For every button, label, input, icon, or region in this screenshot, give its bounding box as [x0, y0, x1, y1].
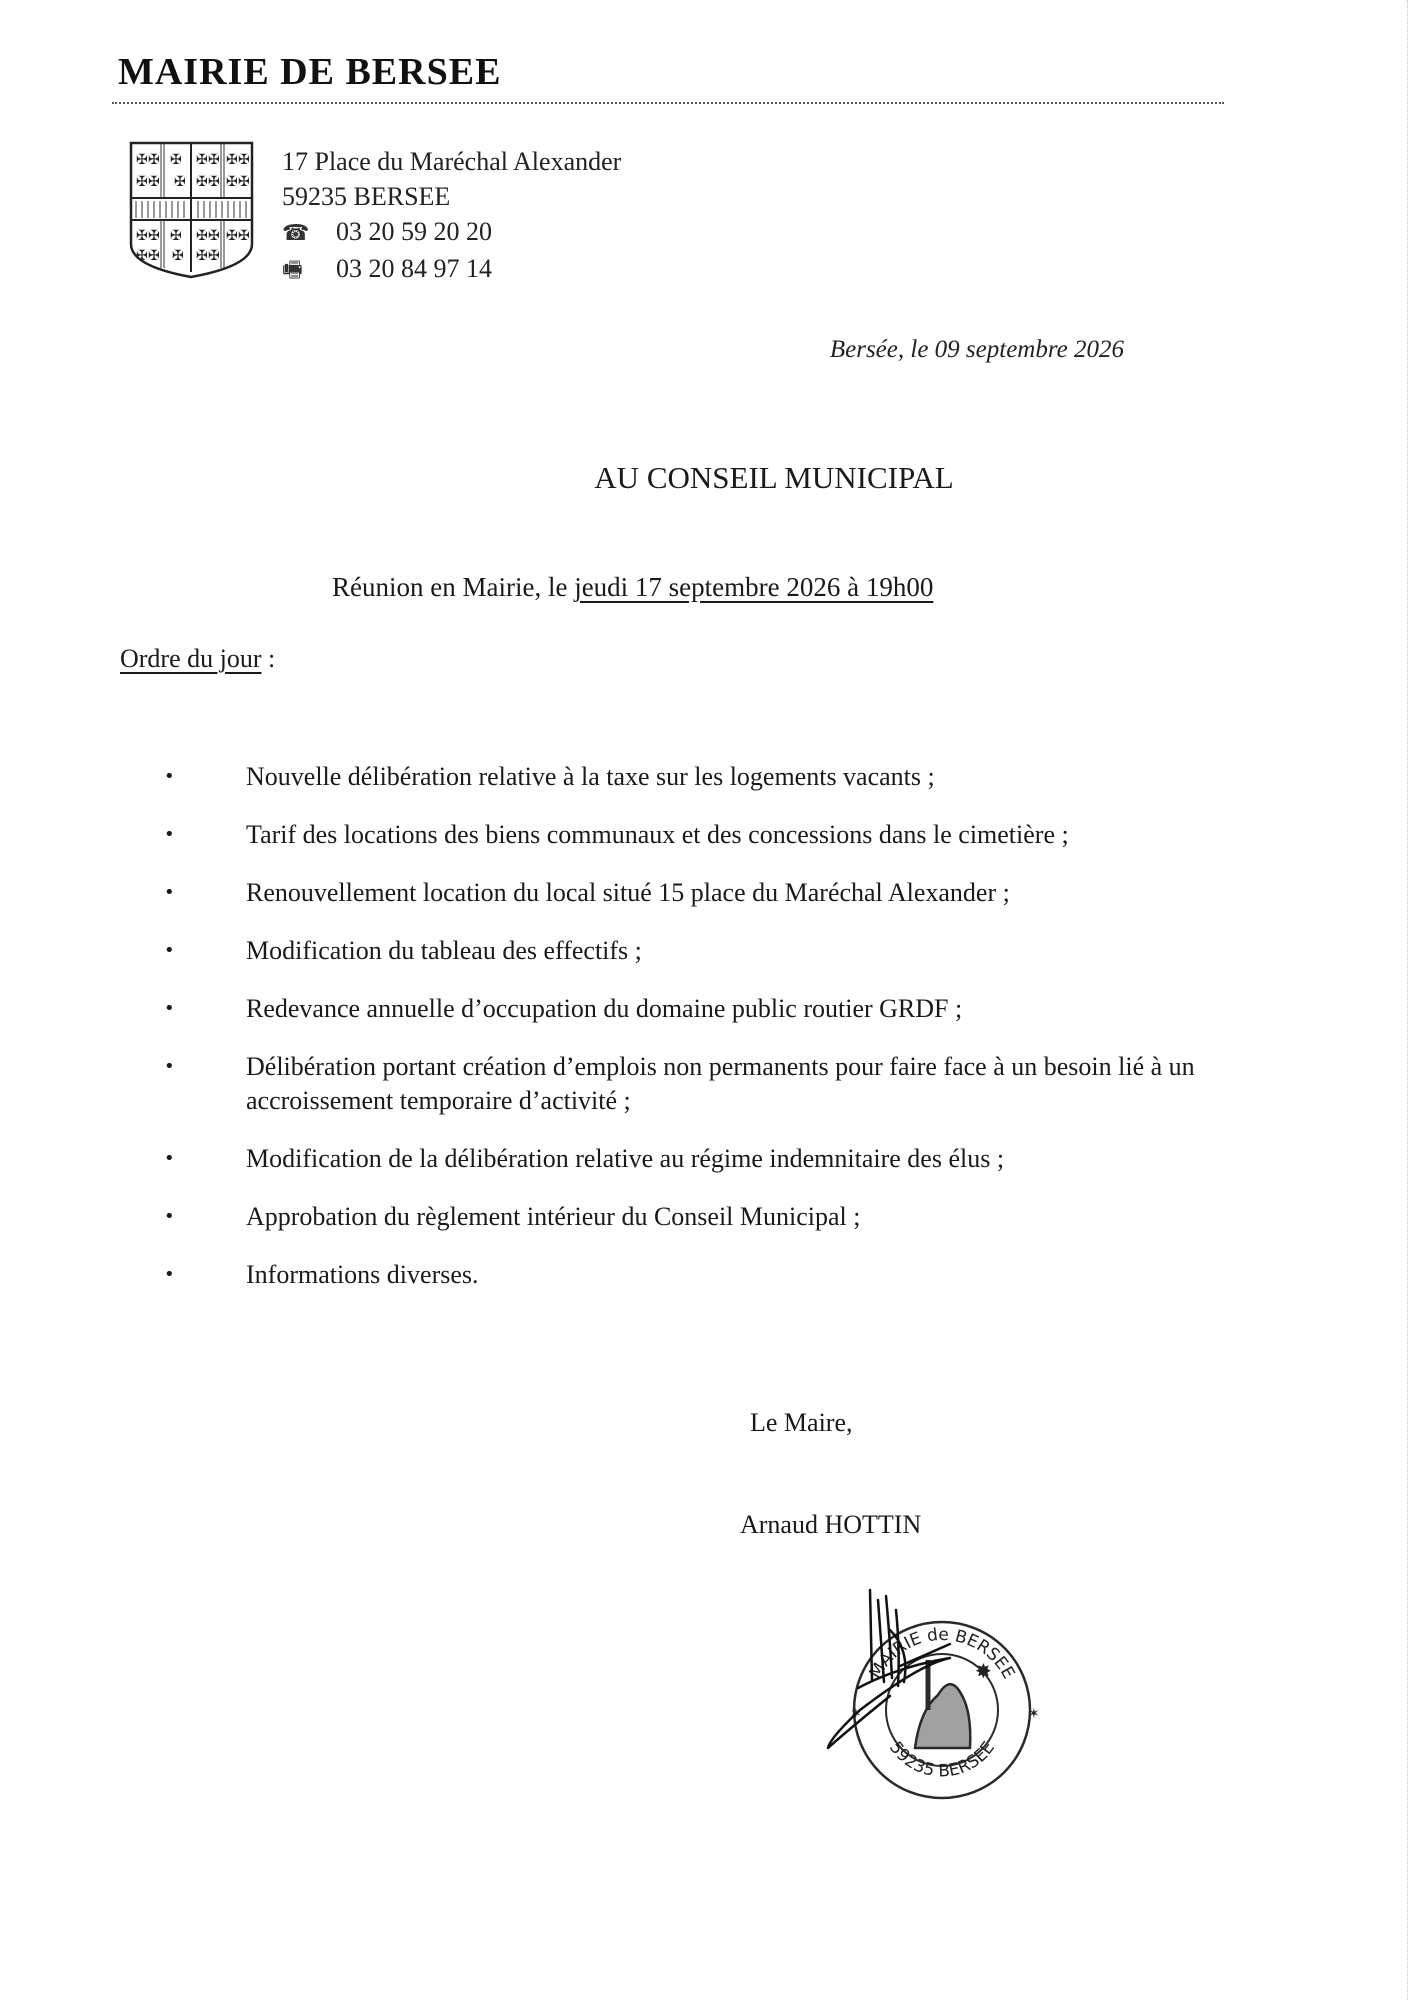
agenda-item-text: Modification du tableau des effectifs ;: [246, 936, 642, 965]
svg-text:✠: ✠: [170, 228, 182, 244]
mayor-name: Arnaud HOTTIN: [740, 1510, 922, 1539]
bullet-icon: •: [164, 824, 175, 845]
bullet-icon: •: [164, 998, 175, 1019]
agenda-item-text: Nouvelle délibération relative à la taxe sur les logements vacants ;: [246, 762, 935, 791]
agenda-heading: [120, 644, 275, 674]
agenda-item-text: Informations diverses.: [246, 1260, 479, 1289]
svg-text:✠: ✠: [174, 174, 186, 190]
header-divider: [112, 102, 1224, 104]
fax-icon: 🖷: [282, 258, 303, 283]
recipient-text: AU CONSEIL MUNICIPAL: [594, 460, 954, 495]
agenda-item: [158, 1258, 1218, 1292]
svg-text:✠: ✠: [170, 152, 182, 168]
svg-text:✠: ✠: [148, 248, 160, 264]
svg-text:✠: ✠: [148, 152, 160, 168]
scan-edge-line: [1407, 0, 1408, 2000]
agenda-heading-colon: :: [261, 644, 276, 673]
phone-number: 03 20 59 20 20: [336, 217, 492, 246]
svg-text:✠: ✠: [148, 174, 160, 190]
coat-of-arms-icon: [128, 140, 255, 280]
agenda-item: [158, 876, 1218, 910]
stamp-top-text: MAIRIE de BERSEE: [865, 1624, 1019, 1683]
address-block: [282, 144, 621, 288]
svg-text:✠: ✠: [196, 248, 208, 264]
agenda-item: [158, 1142, 1218, 1176]
svg-text:✠: ✠: [148, 228, 160, 244]
bullet-icon: •: [164, 882, 175, 903]
agenda-item: [158, 934, 1218, 968]
bullet-icon: •: [164, 1148, 175, 1169]
svg-text:✠: ✠: [136, 248, 148, 264]
svg-text:✠: ✠: [172, 248, 184, 264]
agenda-item-text: Approbation du règlement intérieur du Conseil Municipal ;: [246, 1202, 861, 1231]
svg-text:✠: ✠: [238, 174, 250, 190]
bullet-icon: •: [164, 1056, 175, 1077]
telephone-icon: ☎: [282, 221, 310, 246]
phone-line: [282, 214, 621, 251]
svg-text:✶: ✶: [850, 1706, 862, 1722]
agenda-list: [158, 760, 1218, 1316]
meeting-datetime: jeudi 17 septembre 2026 à 19h00: [574, 572, 934, 602]
stamp-bottom-text: 59235 BERSEE: [885, 1738, 999, 1782]
svg-text:✠: ✠: [136, 228, 148, 244]
agenda-item-text: Délibération portant création d’emplois non permanents pour faire face à un besoin lié à un accroissement temporaire d’activité ;: [246, 1052, 1195, 1115]
svg-text:✠: ✠: [136, 174, 148, 190]
agenda-item: [158, 1050, 1218, 1118]
svg-text:✠: ✠: [208, 174, 220, 190]
bullet-icon: •: [164, 940, 175, 961]
meeting-prefix: Réunion en Mairie, le: [332, 572, 575, 602]
bullet-icon: •: [164, 1206, 175, 1227]
bullet-icon: •: [164, 1264, 175, 1285]
svg-text:✠: ✠: [136, 152, 148, 168]
svg-text:✠: ✠: [208, 228, 220, 244]
svg-text:✠: ✠: [238, 228, 250, 244]
svg-text:✶: ✶: [1028, 1706, 1040, 1722]
agenda-item: [158, 760, 1218, 794]
agenda-item: [158, 1200, 1218, 1234]
address-city: 59235 BERSEE: [282, 182, 451, 211]
agenda-heading-text: Ordre du jour: [120, 644, 262, 673]
closing-title: Le Maire,: [750, 1408, 853, 1437]
svg-text:✠: ✠: [226, 152, 238, 168]
svg-text:✠: ✠: [226, 228, 238, 244]
svg-text:✠: ✠: [226, 174, 238, 190]
signature-and-stamp: [800, 1570, 1120, 1820]
recipient-heading: [0, 460, 1414, 496]
address-street: 17 Place du Maréchal Alexander: [282, 147, 622, 176]
agenda-item-text: Modification de la délibération relative au régime indemnitaire des élus ;: [246, 1144, 1005, 1173]
agenda-item-text: Redevance annuelle d’occupation du domaine public routier GRDF ;: [246, 994, 963, 1023]
bullet-icon: •: [164, 766, 175, 787]
svg-text:✠: ✠: [196, 228, 208, 244]
svg-text:✠: ✠: [208, 248, 220, 264]
agenda-item: [158, 818, 1218, 852]
meeting-line: [332, 572, 933, 603]
agenda-item-text: Renouvellement location du local situé 15 place du Maréchal Alexander ;: [246, 878, 1010, 907]
fax-number: 03 20 84 97 14: [336, 254, 492, 283]
svg-text:✠: ✠: [208, 152, 220, 168]
agenda-item-text: Tarif des locations des biens communaux et des concessions dans le cimetière ;: [246, 820, 1069, 849]
svg-text:✠: ✠: [196, 174, 208, 190]
letter-date: Bersée, le 09 septembre 2026: [829, 336, 1124, 363]
svg-text:✸: ✸: [975, 1659, 992, 1683]
fax-line: [282, 251, 621, 288]
agenda-item: [158, 992, 1218, 1026]
svg-text:✠: ✠: [196, 152, 208, 168]
svg-text:✠: ✠: [238, 152, 250, 168]
org-title: MAIRIE DE BERSEE: [118, 51, 502, 93]
